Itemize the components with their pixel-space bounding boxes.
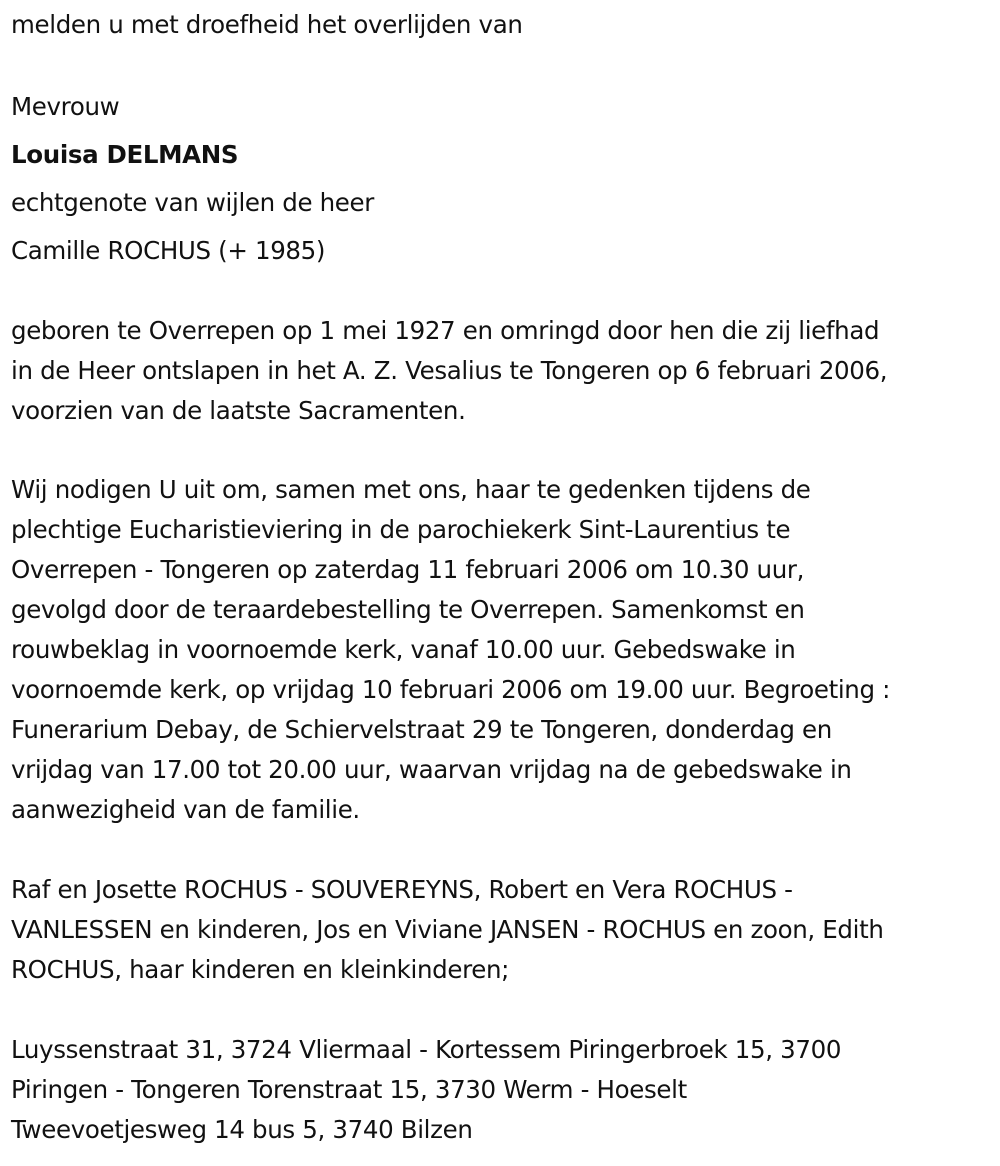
paragraph-line: in de Heer ontslapen in het A. Z. Vesalius te Tongeren op 6 februari 2006, (11, 356, 888, 385)
paragraph-line: ROCHUS, haar kinderen en kleinkinderen; (11, 955, 510, 984)
birth-paragraph (11, 311, 887, 431)
family-paragraph (11, 870, 884, 990)
invitation-paragraph (11, 470, 890, 830)
paragraph-line: Wij nodigen U uit om, samen met ons, haar te gedenken tijdens de (11, 475, 811, 504)
paragraph-line: voornoemde kerk, op vrijdag 10 februari 2006 om 19.00 uur. Begroeting : (11, 675, 891, 704)
relation-line: echtgenote van wijlen de heer (11, 188, 374, 217)
honorific: Mevrouw (11, 92, 120, 121)
paragraph-line: Tweevoetjesweg 14 bus 5, 3740 Bilzen (11, 1115, 473, 1144)
paragraph-line: geboren te Overrepen op 1 mei 1927 en omringd door hen die zij liefhad (11, 316, 880, 345)
paragraph-line: VANLESSEN en kinderen, Jos en Viviane JANSEN - ROCHUS en zoon, Edith (11, 915, 884, 944)
announcement-block (11, 87, 374, 279)
paragraph-line: Funerarium Debay, de Schiervelstraat 29 te Tongeren, donderdag en (11, 715, 832, 744)
paragraph-line: plechtige Eucharistieviering in de parochiekerk Sint-Laurentius te (11, 515, 791, 544)
paragraph-line: Overrepen - Tongeren op zaterdag 11 februari 2006 om 10.30 uur, (11, 555, 805, 584)
paragraph-line: aanwezigheid van de familie. (11, 795, 360, 824)
paragraph-line: rouwbeklag in voornoemde kerk, vanaf 10.00 uur. Gebedswake in (11, 635, 796, 664)
paragraph-line: voorzien van de laatste Sacramenten. (11, 396, 466, 425)
intro-line: melden u met droefheid het overlijden van (11, 10, 523, 39)
paragraph-line: Raf en Josette ROCHUS - SOUVEREYNS, Robert en Vera ROCHUS - (11, 875, 793, 904)
spouse-line: Camille ROCHUS (+ 1985) (11, 236, 326, 265)
deceased-name: Louisa DELMANS (11, 140, 239, 169)
address-paragraph (11, 1030, 841, 1150)
intro-block (11, 5, 523, 45)
paragraph-line: Piringen - Tongeren Torenstraat 15, 3730 Werm - Hoeselt (11, 1075, 687, 1104)
paragraph-line: vrijdag van 17.00 tot 20.00 uur, waarvan vrijdag na de gebedswake in (11, 755, 852, 784)
paragraph-line: Luyssenstraat 31, 3724 Vliermaal - Kortessem Piringerbroek 15, 3700 (11, 1035, 842, 1064)
paragraph-line: gevolgd door de teraardebestelling te Overrepen. Samenkomst en (11, 595, 805, 624)
